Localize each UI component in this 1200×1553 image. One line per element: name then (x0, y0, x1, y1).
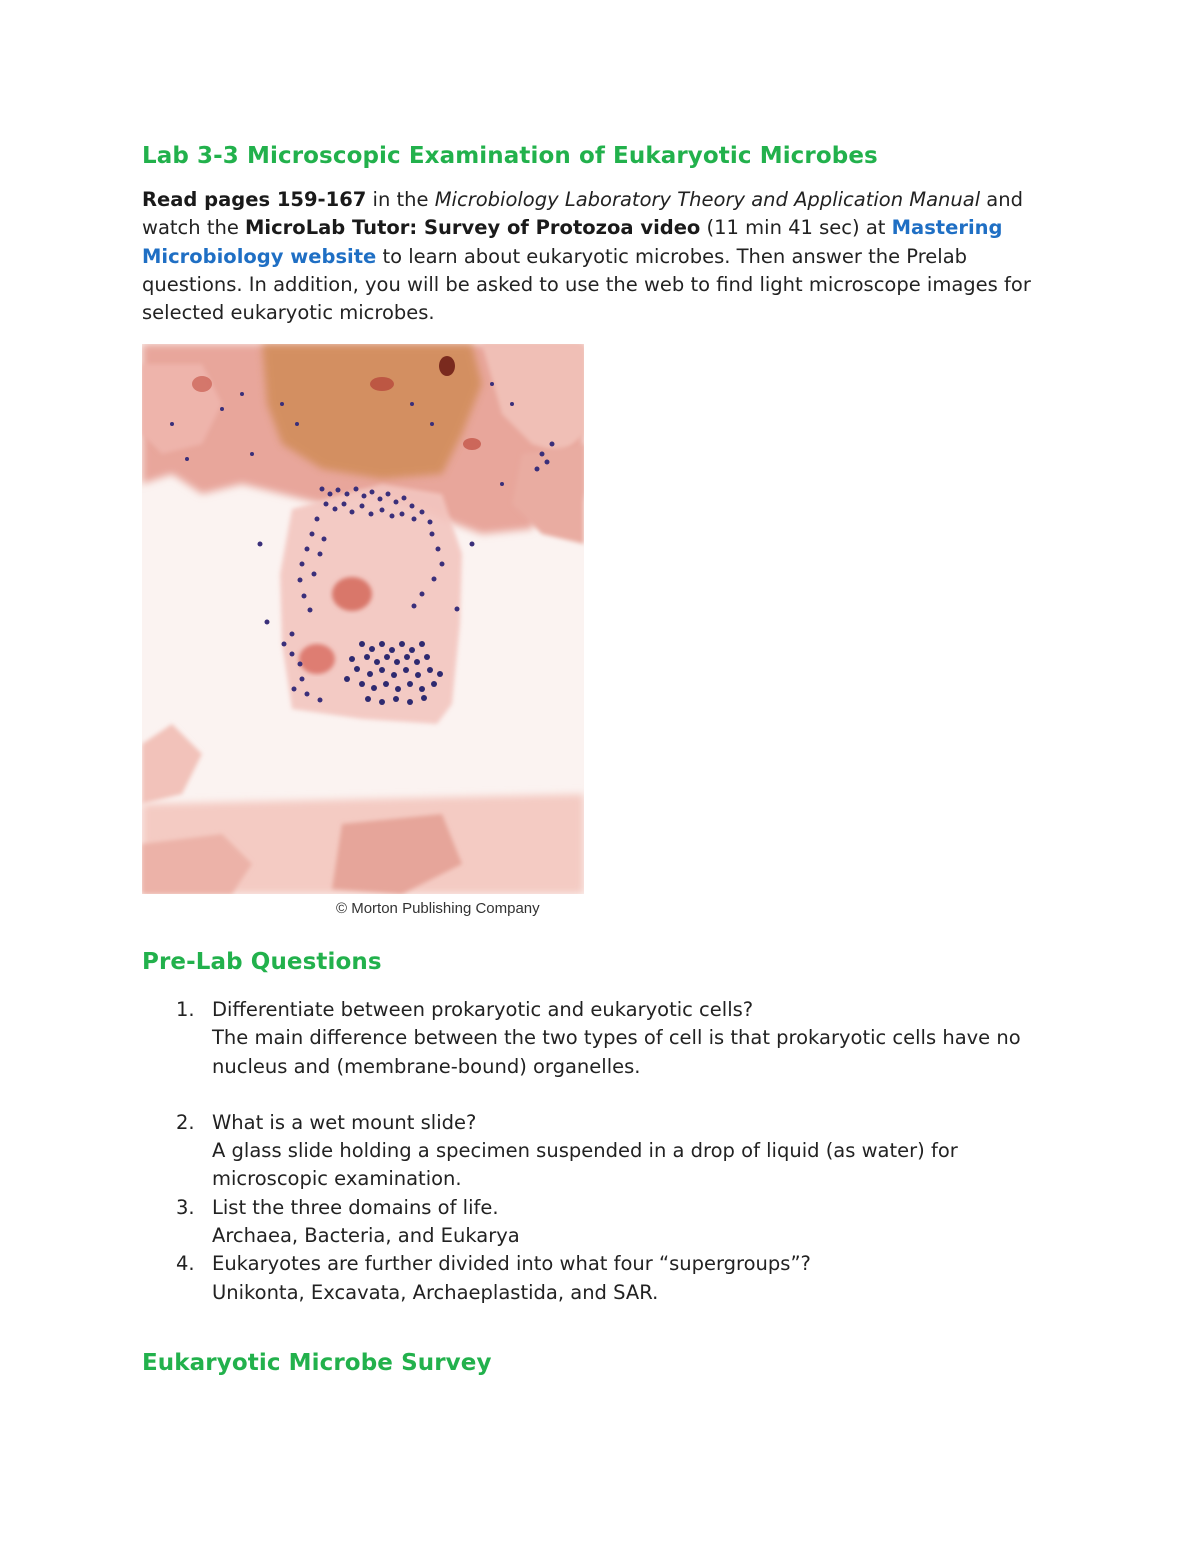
question-number: 1. (176, 998, 195, 1021)
mastering-microbiology-link[interactable]: Mastering Microbiology website (142, 216, 1003, 268)
answer-text: Unikonta, Excavata, Archaeplastida, and SAR. (212, 1280, 659, 1304)
intro-paragraph (142, 186, 1052, 327)
answer-text: A glass slide holding a specimen suspended in a drop of liquid (as water) for microscopic examination. (212, 1139, 958, 1191)
prelab-question-list (142, 996, 1062, 1307)
list-item (142, 1250, 1062, 1307)
question-text: Differentiate between prokaryotic and eukaryotic cells? (212, 998, 754, 1021)
manual-title: Microbiology Laboratory Theory and Application Manual (434, 188, 981, 211)
question-number: 2. (176, 1110, 195, 1134)
question-number: 4. (176, 1252, 195, 1276)
question-text: Eukaryotes are further divided into what four “supergroups”? (212, 1252, 811, 1276)
question-text: List the three domains of life. (212, 1195, 499, 1219)
question-text: What is a wet mount slide? (212, 1110, 477, 1134)
intro-text-2: and watch the (142, 188, 1023, 240)
video-title: MicroLab Tutor: Survey of Protozoa video (245, 216, 701, 240)
list-item (142, 1109, 1062, 1194)
read-pages-text: Read pages 159-167 (142, 188, 367, 211)
answer-text: Archaea, Bacteria, and Eukarya (212, 1224, 520, 1248)
image-credit: © Morton Publishing Company (336, 900, 540, 917)
intro-text-1: in the (366, 188, 435, 211)
question-number: 3. (176, 1195, 195, 1219)
prelab-heading: Pre-Lab Questions (142, 949, 382, 975)
survey-heading: Eukaryotic Microbe Survey (142, 1350, 492, 1376)
list-item (142, 996, 1062, 1081)
lab-title: Lab 3-3 Microscopic Examination of Eukaryotic Microbes (142, 143, 878, 169)
intro-text-3: to learn about eukaryotic microbes. Then answer the Prelab questions. In addition, you will be asked to use the web to find light microscope images for selected eukaryotic microbes. (142, 244, 1031, 325)
list-item (142, 1194, 1062, 1251)
intro-duration: (11 min 41 sec) at (700, 216, 892, 240)
answer-text: The main difference between the two types of cell is that prokaryotic cells have no nucleus and (membrane-bound) organelles. (212, 1026, 1021, 1078)
microscope-image (142, 344, 584, 894)
